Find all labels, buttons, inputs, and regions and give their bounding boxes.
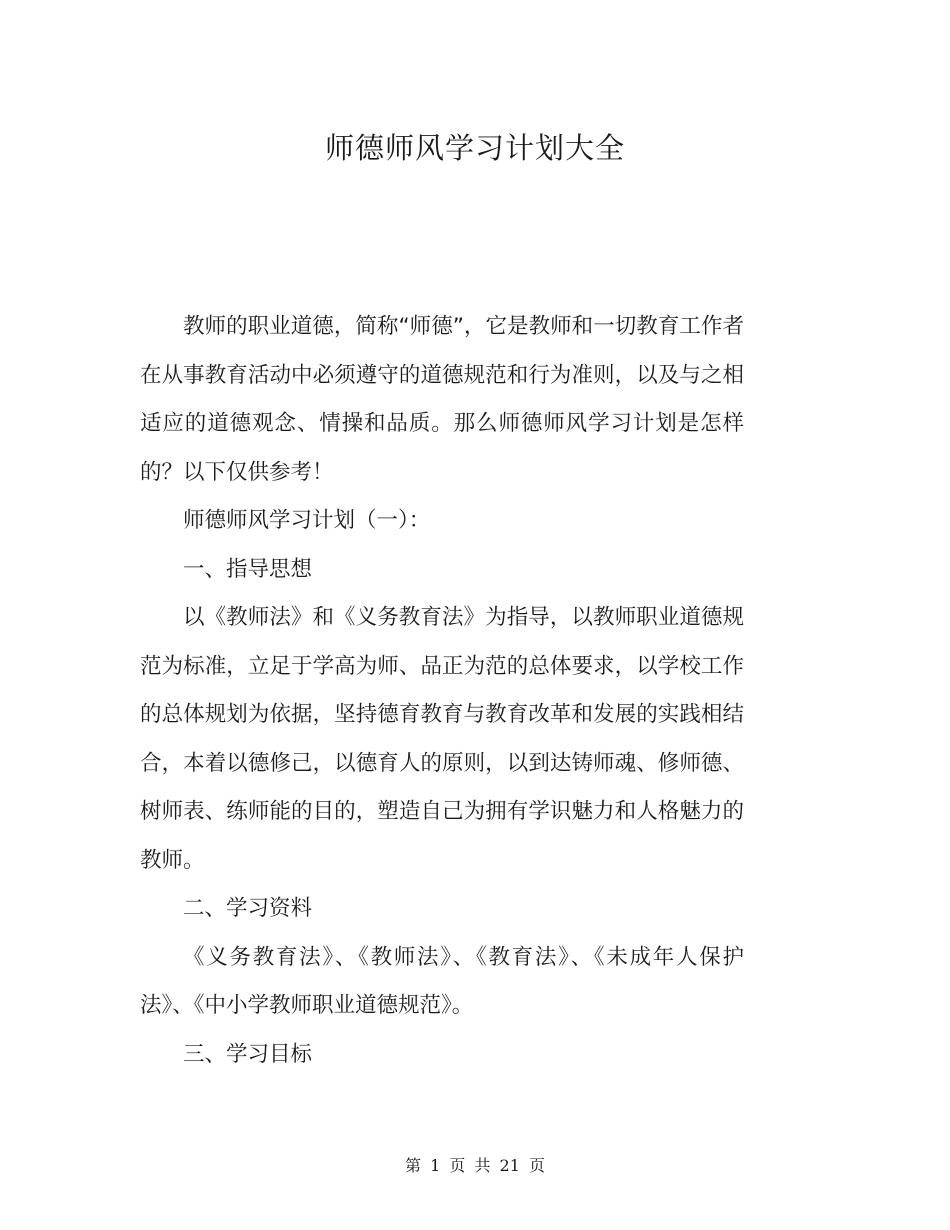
paragraph-intro: 教师的职业道德，简称“师德”，它是教师和一切教育工作者在从事教育活动中必须遵守的道德规范和行为准则，以及与之相适应的道德观念、情操和品质。那么师德师风学习计划是怎样的？以下仅供参考！ <box>140 314 744 485</box>
document-body <box>140 303 744 1079</box>
section-heading-study-materials: 二、学习资料 <box>183 896 313 921</box>
section-heading-study-goals: 三、学习目标 <box>183 1041 313 1067</box>
page-footer: 第 1 页 共 21 页 <box>405 1156 545 1175</box>
document-title: 师德师风学习计划大全 <box>324 131 625 165</box>
paragraph-plan-heading: 师德师风学习计划（一）： <box>183 508 431 533</box>
paragraph-study-materials: 《义务教育法》、《教师法》、《教育法》、《未成年人保护法》、《中小学教师职业道德规范》。 <box>140 944 744 1018</box>
section-heading-guiding-ideology: 一、指导思想 <box>183 556 313 582</box>
paragraph-guiding-ideology: 以《教师法》和《义务教育法》为指导，以教师职业道德规范为标准，立足于学高为师、品正为范的总体要求，以学校工作的总体规划为依据，坚持德育教育与教育改革和发展的实践相结合，本着以德修己，以德育人的原则，以到达铸师魂、修师德、树师表、练师能的目的，塑造自己为拥有学识魅力和人格魅力的教师。 <box>140 605 744 873</box>
